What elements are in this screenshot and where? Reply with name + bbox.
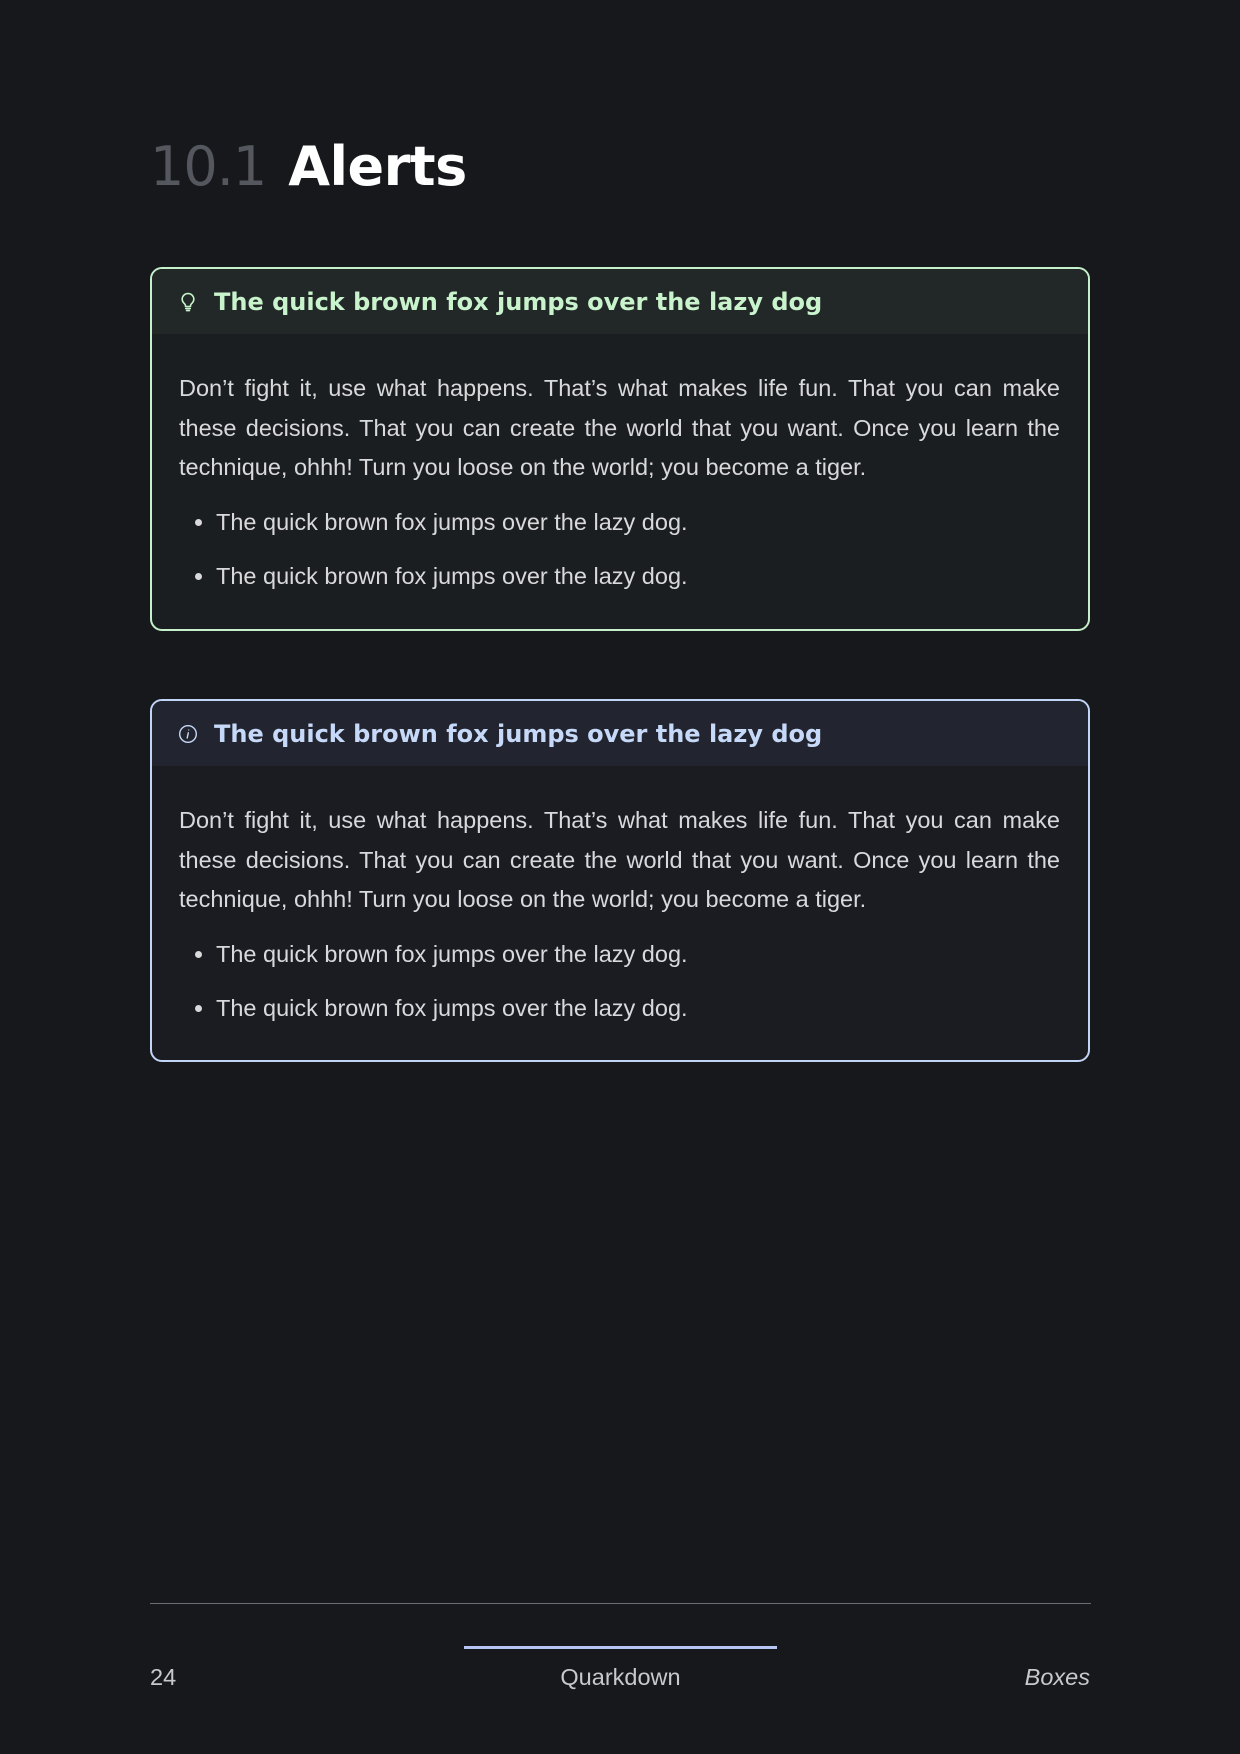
list-item: • The quick brown fox jumps over the lazy dog. [216,935,1060,975]
footer-section-name: Boxes [1024,1664,1090,1690]
tip-alert-list [179,503,1060,597]
footer-accent-bar [464,1646,777,1649]
list-item: • The quick brown fox jumps over the lazy dog. [216,989,1060,1029]
section-number: 10.1 [150,135,267,198]
tip-alert-title: The quick brown fox jumps over the lazy dog [214,287,823,316]
list-item: • The quick brown fox jumps over the lazy dog. [216,557,1060,597]
tip-alert-box [150,267,1090,631]
page-number: 24 [150,1664,177,1690]
tip-alert-paragraph: Don’t fight it, use what happens. That’s what makes life fun. That you can make these decisions. That you can create the world that you want. Once you learn the technique, ohhh! Turn you loose on the world; you become a tiger. [179,375,1060,480]
note-alert-box [150,699,1090,1062]
note-alert-body [152,766,1088,1029]
note-alert-paragraph: Don’t fight it, use what happens. That’s what makes life fun. That you can make these decisions. That you can create the world that you want. Once you learn the technique, ohhh! Turn you loose on the world; you become a tiger. [179,807,1060,912]
lightbulb-icon [178,292,198,312]
tip-alert-header [152,269,1088,334]
note-alert-list [179,935,1060,1029]
section-heading [150,135,467,198]
footer-divider [150,1603,1091,1604]
list-item: • The quick brown fox jumps over the lazy dog. [216,503,1060,543]
note-alert-header [152,701,1088,766]
info-icon [178,724,198,744]
tip-alert-body [152,334,1088,597]
footer-title: Quarkdown [560,1664,681,1690]
section-title: Alerts [288,135,467,198]
note-alert-title: The quick brown fox jumps over the lazy dog [214,719,823,748]
